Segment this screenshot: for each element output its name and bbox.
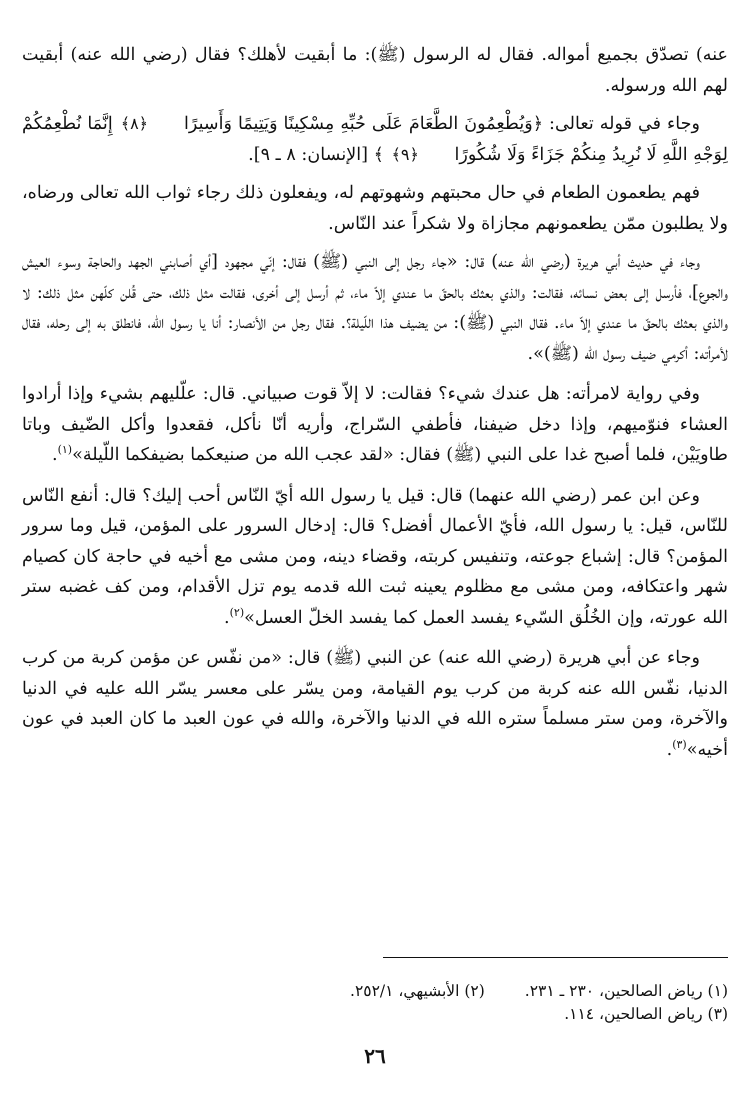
quran-verse-reference: ﴾ [الإنسان: ٨ ـ ٩]. <box>248 144 384 165</box>
footnote-divider <box>383 957 728 958</box>
quran-verse-text-b: إِنَّمَا نُطْعِمُكُمْ لِوَجْهِ اللَّهِ لَا نُرِيدُ مِنكُمْ جَزَاءً وَلَا شُكُورًا <box>22 114 728 165</box>
footnote-2: (٢) الأبشيهي، ٢٥٢/١. <box>350 982 485 1000</box>
paragraph-3 <box>22 178 728 239</box>
ayah-marker-icon: ﴿٨﴾ <box>120 114 149 133</box>
quran-verse-text-a: وجاء في قوله تعالى: ﴿وَيُطْعِمُونَ الطَّعَامَ عَلَى حُبِّهِ مِسْكِينًا وَيَتِيمًا وَأَسِيرًا <box>184 114 701 134</box>
footnote-row-1 <box>228 980 728 1003</box>
page-body <box>22 40 728 773</box>
paragraph-1-text: عنه) تصدّق بجميع أمواله. فقال له الرسول (ﷺ): ما أبقيت لأهلك؟ فقال (رضي الله عنه) أبقيت لهم الله ورسوله. <box>22 45 728 96</box>
footnotes <box>228 980 728 1026</box>
paragraph-7-text: وجاء عن أبي هريرة (رضي الله عنه) عن النبي (ﷺ) قال: «من نفّس عن مؤمن كربة من كرب الدنيا، نفّس الله عنه كربة من كرب يوم القيامة، ومن يسّر على معسر يسّر الله عليه في الدنيا والآخرة، ومن ستر مسلماً ستره الله في الدنيا والآخرة، والله في عون العبد ما كان العبد في عون أخيه» <box>22 648 728 760</box>
footnote-ref-2: (٢) <box>229 605 245 619</box>
paragraph-5-text: وفي رواية لامرأته: هل عندك شيء؟ فقالت: لا إلاّ قوت صبياني. قال: علّليهم بشيء وإذا أرادوا العشاء فنوّميهم، وإذا دخل ضيفنا، فأطفي السّراج، وأريه أنّا نأكل، فقعدوا وأكل الضّيف وباتا طاويَيْن، فلما أصبح غدا على النبي (ﷺ) فقال: «لقد عجب الله من صنيعكما بضيفكما اللّيلة» <box>22 384 728 465</box>
paragraph-quran-verse <box>22 109 728 170</box>
footnote-1: (١) رياض الصالحين، ٢٣٠ ـ ٢٣١. <box>524 982 728 1000</box>
paragraph-hadith-kurba: وجاء عن أبي هريرة (رضي الله عنه) عن النبي (ﷺ) قال: «من نفّس عن مؤمن كربة من كرب الدنيا، نفّس الله عنه كربة من كرب يوم القيامة، ومن يسّر على معسر يسّر الله عليه في الدنيا والآخرة، ومن ستر مسلماً ستره الله في الدنيا والآخرة، والله في عون العبد ما كان العبد في عون أخيه»$^{(٣)}$. <box>22 648 728 760</box>
footnote-row-2 <box>228 1003 728 1026</box>
paragraph-riwaya: وفي رواية لامرأته: هل عندك شيء؟ فقالت: لا إلاّ قوت صبياني. قال: علّليهم بشيء وإذا أرادوا العشاء فنوّميهم، وإذا دخل ضيفنا، فأطفي السّراج، وأريه أنّا نأكل، فقعدوا وأكل الضّيف وباتا طاويَيْن، فلما أصبح غدا على النبي (ﷺ) فقال: «لقد عجب الله من صنيعكما بضيفكما اللّيلة»$^{(١)}$. <box>22 384 728 465</box>
ayah-marker-icon: ﴿٩﴾ <box>391 144 419 164</box>
footnote-ref-3: (٣) <box>672 737 687 751</box>
paragraph-4-text: وجاء في حديث أبي هريرة (رضي الله عنه) قال: «جاء رجل إلى النبي (ﷺ) فقال: إنّي مجهود [أي أصابني الجهد والحاجة وسوء العيش والجوع]، فأرسل إلى بعض نسائه، فقالت: والذي بعثك بالحقّ ما عندي إلاّ ماء، ثم أرسل إلى أخرى، فقالت مثل ذلك، حتى قُلن كلّهن مثل ذلك: لا والذي بعثك بالحقّ ما عندي إلاّ ماء. فقال النبي (ﷺ): من يضيف هذا اللّيلة؟. فقال رجل من الأنصار: أنا يا رسول الله، فانطلق به إلى رحله، فقال لأمرأته: أكرمي ضيف رسول الله (ﷺ)». <box>22 252 728 364</box>
paragraph-6-text: وعن ابن عمر (رضي الله عنهما) قال: قيل يا رسول الله أيّ النّاس أحب إليك؟ قال: أنفع النّاس للنّاس، قيل: يا رسول الله، فأيّ الأعمال أفضل؟ قال: إدخال السرور على المؤمن، قيل وما سرور المؤمن؟ قال: إشباع جوعته، وتنفيس كربته، وقضاء دينه، ومن مشى مع أخيه في حاجة كان كصيام شهر واعتكافه، ومن مشى مع مظلوم يعينه ثبت الله قدمه يوم تزل الأقدام، ومن كف غضبه ستر الله عورته، وإن الخُلُق السّيء يفسد العمل كما يفسد الخلّ العسل» <box>22 485 728 628</box>
paragraph-1 <box>22 40 728 101</box>
footnote-3: (٣) رياض الصالحين، ١١٤. <box>564 1005 728 1023</box>
paragraph-3-text: فهم يطعمون الطعام في حال محبتهم وشهوتهم له، ويفعلون ذلك رجاء ثواب الله تعالى ورضاه، ولا يطلبون ممّن يطعمونهم مجازاة ولا شكراً عند النّاس. <box>22 183 728 234</box>
footnote-ref-1: (١) <box>57 443 73 457</box>
page-number: ٢٦ <box>364 1044 386 1068</box>
paragraph-hadith-abu-hurayra <box>22 247 728 369</box>
paragraph-ibn-umar: وعن ابن عمر (رضي الله عنهما) قال: قيل يا رسول الله أيّ النّاس أحب إليك؟ قال: أنفع النّاس للنّاس، قيل: يا رسول الله، فأيّ الأعمال أفضل؟ قال: إدخال السرور على المؤمن، قيل وما سرور المؤمن؟ قال: إشباع جوعته، وتنفيس كربته، وقضاء دينه، ومن مشى مع أخيه في حاجة كان كصيام شهر واعتكافه، ومن مشى مع مظلوم يعينه ثبت الله قدمه يوم تزل الأقدام، ومن كف غضبه ستر الله عورته، وإن الخُلُق السّيء يفسد العمل كما يفسد الخلّ العسل»$^{(٢)}$. <box>22 485 728 628</box>
